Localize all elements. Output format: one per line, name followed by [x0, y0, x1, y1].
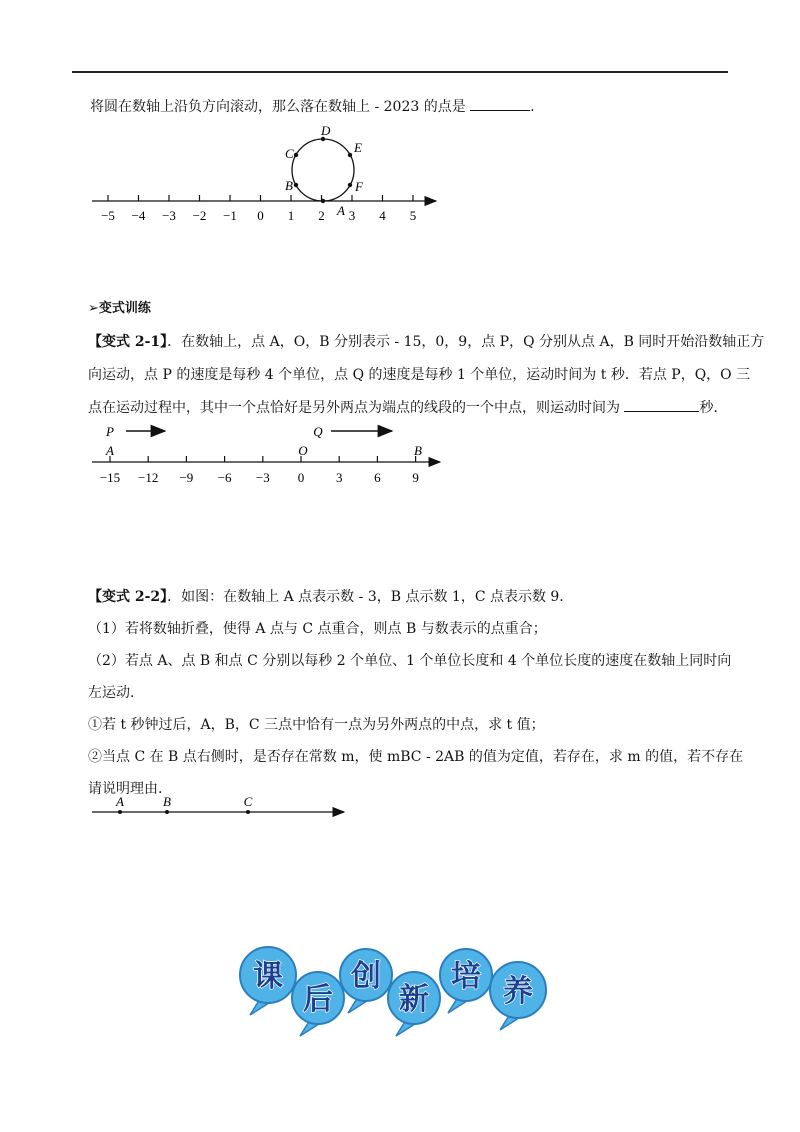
sub-question-1: ①若 t 秒钟过后，A，B，C 三点中恰有一点为另外两点的中点，求 t 值；: [88, 717, 545, 733]
point-label: B: [163, 794, 171, 809]
tick-label: −5: [101, 208, 115, 223]
point-label: C: [243, 794, 253, 809]
point-label: O: [298, 443, 308, 458]
variant-2-1-text-3: 点在运动过程中，其中一个点恰好是另外两点为端点的线段的一个中点，则运动时间为: [88, 400, 625, 416]
banner-char: 课: [253, 959, 283, 994]
tick-label: 0: [297, 470, 305, 485]
sub-question-2-line-1: ②当点 C 在 B 点右侧时，是否存在常数 m，使 mBC - 2AB 的值为定值，若存在，求 m 的值，若不存在: [88, 749, 744, 765]
tick-label: 3: [348, 208, 356, 223]
point-label: D: [321, 123, 331, 138]
question-2-line-1: （2）若点 A、点 B 和点 C 分别以每秒 2 个单位、1 个单位长度和 4 个单位长度的速度在数轴上同时向: [88, 653, 732, 669]
variant-2-1-line-2: 向运动，点 P 的速度是每秒 4 个单位，点 Q 的速度是每秒 1 个单位，运动时间为 t 秒．若点 P，Q，O 三: [88, 367, 751, 383]
tick-label: −6: [217, 470, 232, 485]
variant-2-2-text-1: ．如图：在数轴上 A 点表示数 - 3，B 点示数 1，C 点表示数 9．: [167, 589, 574, 605]
point-label: F: [355, 179, 363, 194]
problem-text-end: .: [530, 99, 535, 115]
question-1: （1）若将数轴折叠，使得 A 点与 C 点重合，则点 B 与数表示的点重合；: [88, 621, 547, 637]
point-label: A: [337, 203, 345, 218]
tick-label: 1: [287, 208, 295, 223]
banner-char: 创: [351, 959, 381, 994]
banner-char: 新: [399, 982, 429, 1017]
tick-label: −3: [162, 208, 176, 223]
point-label: P: [106, 424, 114, 439]
tick-label: −15: [99, 470, 121, 485]
point-label: C: [285, 146, 294, 161]
point-label: B: [285, 178, 293, 193]
tick-label: −2: [192, 208, 207, 223]
point-label: A: [116, 794, 124, 809]
tick-label: 6: [374, 470, 381, 485]
point-label: A: [106, 443, 114, 458]
question-2-line-2: 左运动.: [88, 685, 135, 701]
variant-2-1-tag: 【变式 2-1】: [88, 334, 168, 350]
tick-label: 0: [257, 208, 264, 223]
tick-label: −9: [179, 470, 194, 485]
banner-bubbles: [240, 947, 546, 1036]
tick-label: 2: [318, 208, 325, 223]
tick-label: −3: [255, 470, 270, 485]
point-label: E: [354, 140, 362, 155]
tick-label: 4: [379, 208, 386, 223]
tick-label: 5: [409, 208, 417, 223]
sub-question-2-line-2: 请说明理由.: [88, 781, 163, 797]
variant-2-1-text-1: ．在数轴上，点 A，O，B 分别表示 - 15，0，9，点 P，Q 分别从点 A，B 同时开始沿数轴正方: [167, 334, 765, 350]
banner-char: 养: [503, 974, 533, 1009]
section-title: ➢变式训练: [88, 301, 151, 316]
problem-text-body: 将圆在数轴上沿负方向滚动，那么落在数轴上 - 2023 的点是: [90, 99, 471, 115]
banner-char: 培: [451, 959, 481, 994]
variant-2-2-tag: 【变式 2-2】: [88, 589, 168, 605]
point-label: B: [414, 443, 422, 458]
tick-label: −12: [138, 470, 159, 485]
tick-label: 9: [412, 470, 419, 485]
tick-label: −4: [131, 208, 146, 223]
tick-label: −1: [223, 208, 237, 223]
variant-2-1-text-3-end: 秒．: [699, 400, 728, 416]
tick-label: 3: [335, 470, 343, 485]
banner-char: 后: [303, 982, 333, 1017]
point-label: Q: [313, 424, 323, 439]
